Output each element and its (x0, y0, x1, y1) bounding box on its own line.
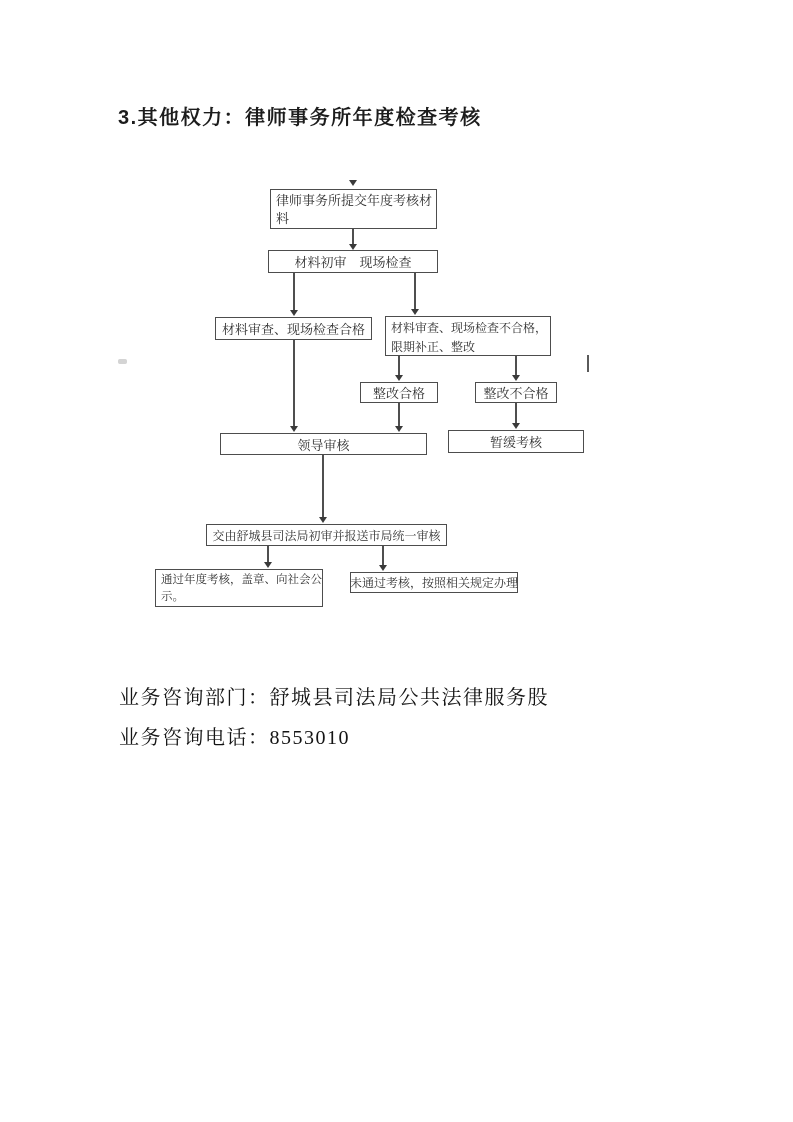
node-initial-review: 材料初审 现场检查 (268, 250, 438, 273)
arrowhead (319, 517, 327, 523)
flow-line (382, 546, 384, 566)
scan-artifact-bar (587, 355, 589, 372)
footer-contact (119, 681, 549, 761)
node-postpone-review: 暂缓考核 (448, 430, 584, 453)
arrowhead (395, 426, 403, 432)
node-label: 材料审查、现场检查不合格， (391, 321, 548, 335)
flow-line (352, 229, 354, 245)
flow-line (267, 546, 269, 563)
node-label: 律师事务所提交年度考核材 (276, 193, 433, 208)
flow-line (322, 455, 324, 518)
node-label: 限期补正、整改 (391, 340, 476, 354)
node-pass-publicize (155, 569, 323, 607)
node-check-fail (385, 316, 551, 356)
arrowhead (411, 309, 419, 315)
flow-line (515, 403, 517, 424)
node-leader-review: 领导审核 (220, 433, 427, 455)
consult-department-line: 业务咨询部门：舒城县司法局公共法律服务股 (119, 687, 549, 709)
node-check-pass: 材料审查、现场检查合格 (215, 317, 372, 340)
node-submit-materials (270, 189, 437, 229)
arrowhead (512, 375, 520, 381)
arrowhead (349, 244, 357, 250)
flow-line (293, 273, 295, 311)
arrowhead (264, 562, 272, 568)
arrowhead-entry (349, 180, 357, 186)
arrowhead (395, 375, 403, 381)
arrowhead (379, 565, 387, 571)
arrowhead (512, 423, 520, 429)
node-fail-handle: 未通过考核，按照相关规定办理 (350, 572, 518, 593)
flow-line (414, 273, 416, 310)
node-label: 通过年度考核，盖章、向社会公 (161, 574, 322, 586)
arrowhead (290, 426, 298, 432)
node-rectify-fail: 整改不合格 (475, 382, 557, 403)
node-label: 料 (276, 211, 290, 226)
flow-line (398, 403, 400, 427)
consult-phone-line: 业务咨询电话：8553010 (119, 727, 350, 749)
node-label: 示。 (161, 591, 184, 603)
node-rectify-pass: 整改合格 (360, 382, 438, 403)
flow-line (293, 340, 295, 427)
section-heading: 3.其他权力：律师事务所年度检查考核 (118, 107, 482, 129)
flow-line (515, 356, 517, 376)
flow-line (398, 356, 400, 376)
node-county-bureau-review: 交由舒城县司法局初审并报送市局统一审核 (206, 524, 447, 546)
scan-artifact-faint (118, 359, 127, 364)
arrowhead (290, 310, 298, 316)
